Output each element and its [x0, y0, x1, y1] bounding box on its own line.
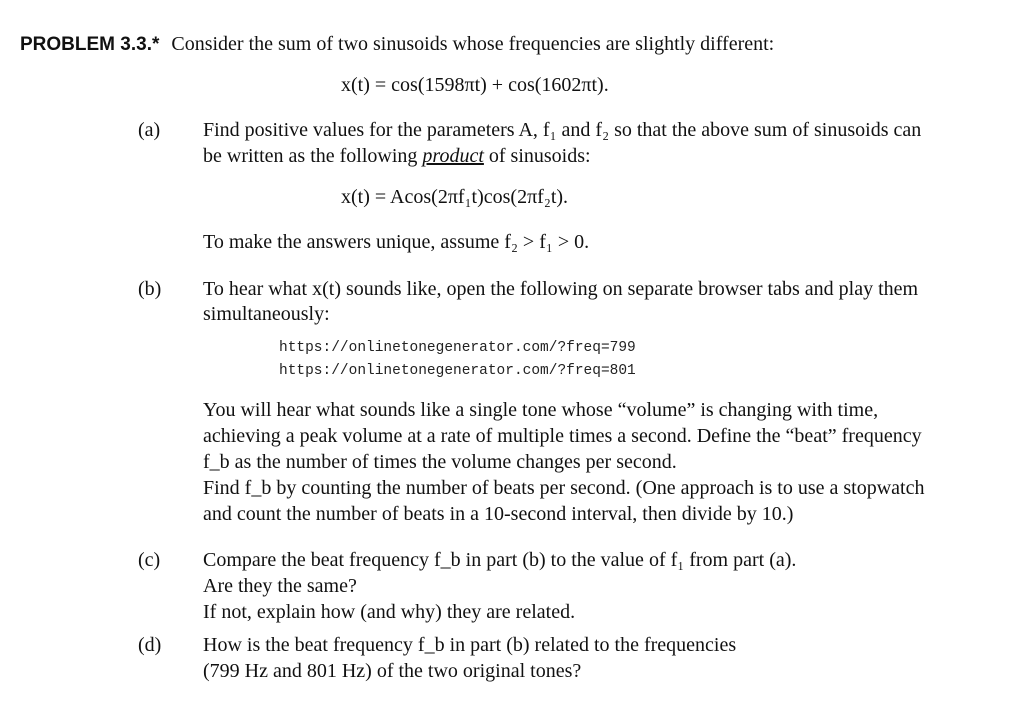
part-a-line2	[203, 144, 591, 168]
part-b-para-line2: achieving a peak volume at a rate of multiple times a second. Define the “beat” frequency	[203, 425, 922, 447]
problem-number: PROBLEM 3.3.*	[20, 34, 160, 55]
part-c-line1: Compare the beat frequency f_b in part (b) to the value of f₁ from part (a).	[203, 549, 797, 571]
part-a-line1: Find positive values for the parameters A, f₁ and f₂ so that the above sum of sinusoids can	[203, 119, 922, 141]
part-c-line3: If not, explain how (and why) they are related.	[203, 601, 576, 623]
part-a-line2-pre: be written as the following	[203, 145, 423, 167]
part-b-para-line4: Find f_b by counting the number of beats per second. (One approach is to use a stopwatch	[203, 477, 925, 499]
equation-sum: x(t) = cos(1598πt) + cos(1602πt).	[341, 74, 609, 96]
url-link-799[interactable]: https://onlinetonegenerator.com/?freq=799	[279, 340, 636, 356]
part-d-line1: How is the beat frequency f_b in part (b) related to the frequencies	[203, 634, 737, 656]
part-a-label: (a)	[138, 119, 161, 141]
problem-intro: Consider the sum of two sinusoids whose frequencies are slightly different:	[171, 33, 775, 55]
part-c-label: (c)	[138, 549, 161, 571]
part-b-para-line5: and count the number of beats in a 10-second interval, then divide by 10.)	[203, 503, 794, 525]
product-emphasis: product	[422, 145, 484, 167]
part-b-para-line1: You will hear what sounds like a single tone whose “volume” is changing with time,	[203, 399, 879, 421]
part-b-label: (b)	[138, 278, 162, 300]
equation-product: x(t) = Acos(2πf₁t)cos(2πf₂t).	[341, 186, 569, 208]
url-link-801[interactable]: https://onlinetonegenerator.com/?freq=801	[279, 363, 636, 379]
part-b-para-line3: f_b as the number of times the volume changes per second.	[203, 451, 677, 473]
part-b-line1: To hear what x(t) sounds like, open the following on separate browser tabs and play them	[203, 278, 919, 300]
part-a-line2-post: of sinusoids:	[483, 145, 591, 167]
part-d-line2: (799 Hz and 801 Hz) of the two original tones?	[203, 660, 582, 682]
part-b-line2: simultaneously:	[203, 303, 330, 325]
problem-header	[20, 32, 774, 57]
part-a-note: To make the answers unique, assume f₂ > f₁ > 0.	[203, 231, 590, 253]
part-d-label: (d)	[138, 634, 162, 656]
part-c-line2: Are they the same?	[203, 575, 357, 597]
